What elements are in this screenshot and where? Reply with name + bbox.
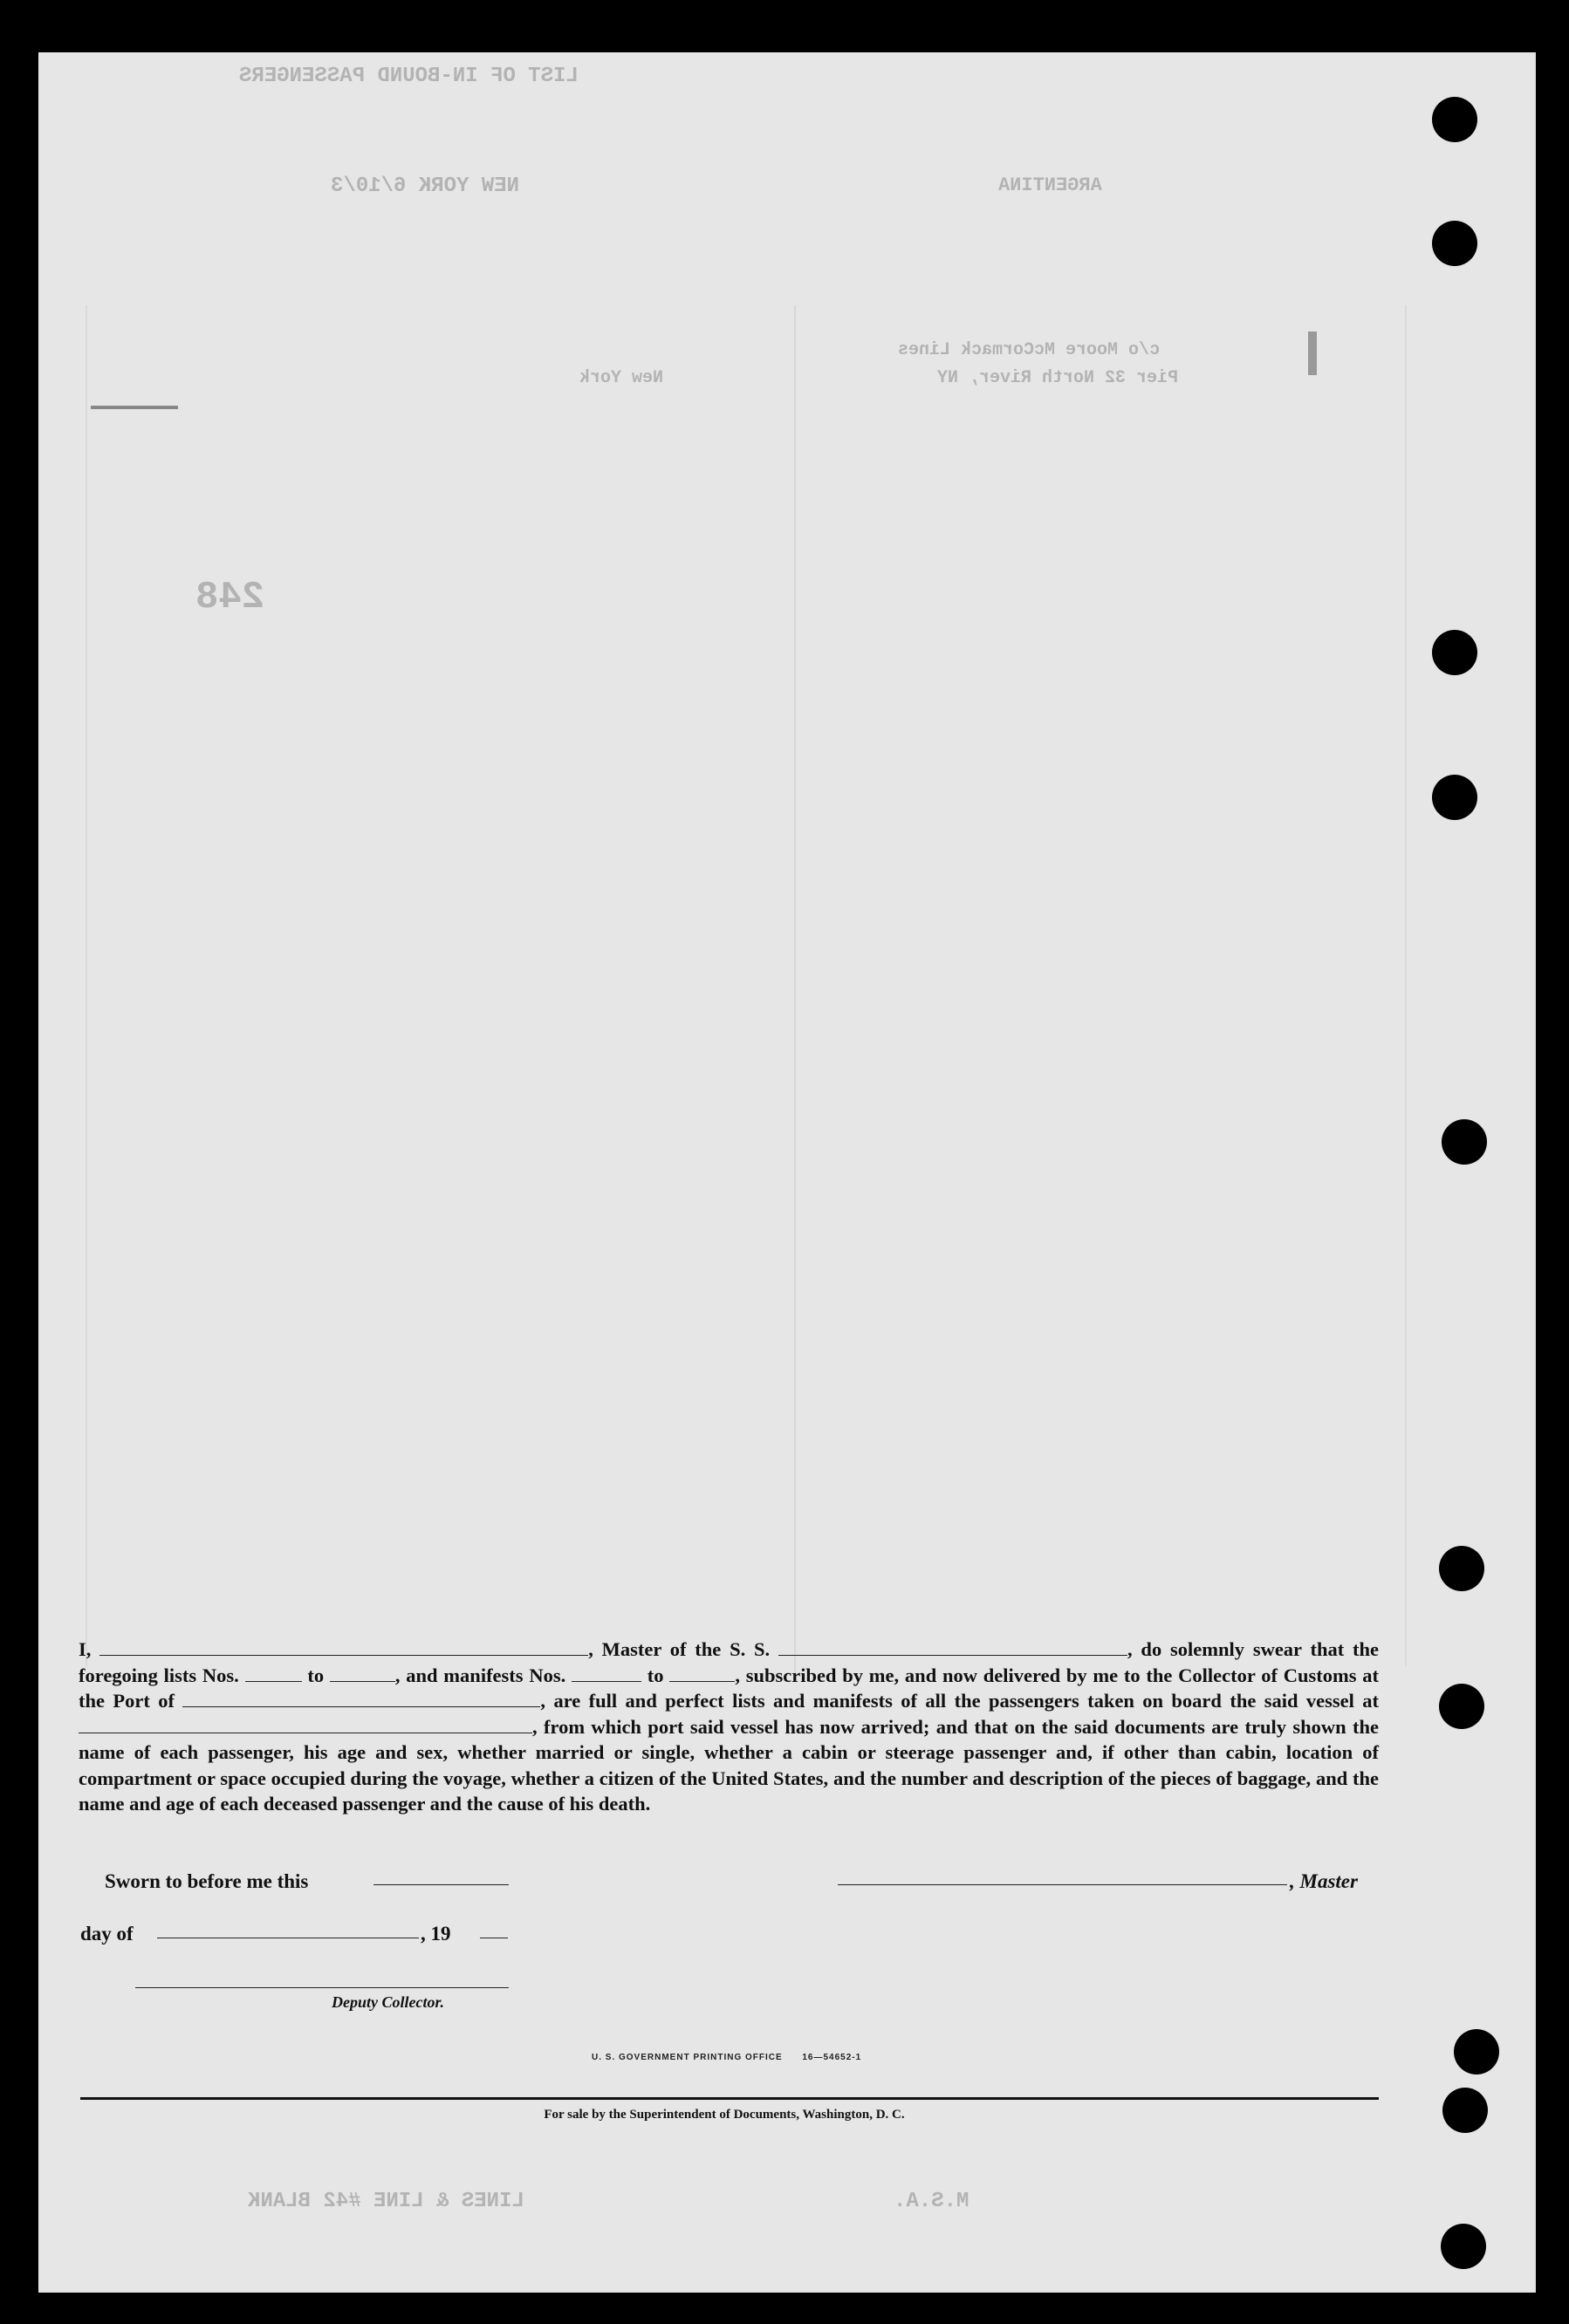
scan-speck <box>91 406 178 409</box>
deputy-collector-label: Deputy Collector. <box>332 1993 444 2011</box>
departure-port-blank[interactable] <box>79 1717 532 1733</box>
vessel-name-blank[interactable] <box>778 1639 1127 1656</box>
year-label: , 19 <box>421 1923 451 1945</box>
master-name-blank[interactable] <box>99 1639 588 1656</box>
punch-hole <box>1439 1546 1484 1591</box>
sworn-date-blank[interactable] <box>373 1884 509 1885</box>
master-oath-paragraph <box>79 1637 1379 1817</box>
lists-from-blank[interactable] <box>245 1665 302 1682</box>
bleed-header-1: LIST OF IN-BOUND PASSENGERS <box>239 65 579 88</box>
manifest-page-back <box>38 52 1536 2293</box>
punch-hole <box>1441 2224 1486 2269</box>
punch-hole <box>1442 1119 1487 1165</box>
master-signature-blank[interactable] <box>838 1884 1287 1885</box>
punch-hole <box>1454 2029 1499 2075</box>
footer-rule <box>80 2097 1379 2100</box>
master-label: , Master <box>1290 1870 1358 1892</box>
table-frame-ghost <box>86 305 1407 1666</box>
oath-text-9: , from which port said vessel has now arrived; and that on the said documents are truly shown the name of each passenger, his age and sex, whether married or single, whether a cabin or steerage passenger and, if other than cabin, location of compartment or space occupied during the voyage, whether a citizen of the United States, and the number and description of the pieces of baggage, and the name and age of each deceased passenger and the cause of his death. <box>79 1715 1379 1815</box>
bleed-header-3: ARGENTINA <box>998 174 1102 196</box>
oath-text-4: to <box>307 1664 325 1686</box>
punch-hole <box>1432 775 1477 820</box>
footer-sale-note: For sale by the Superintendent of Documents, Washington, D. C. <box>544 2108 905 2122</box>
scan-speck <box>1308 332 1317 375</box>
oath-text-3: , do solemnly swear that the foregoing lists Nos. <box>79 1638 1379 1686</box>
bleed-number: 248 <box>195 576 265 619</box>
oath-text-6: to <box>647 1664 664 1686</box>
bleed-row-1: New York <box>579 368 664 388</box>
day-of-label: day of <box>80 1923 134 1945</box>
bleed-row-3: c/o Moore McCormack Lines <box>898 340 1161 360</box>
punch-hole <box>1432 630 1477 675</box>
oath-text-8: , are full and perfect lists and manifests of all the passengers taken on board the said vessel at <box>540 1690 1380 1712</box>
lists-to-blank[interactable] <box>330 1665 395 1682</box>
punch-hole <box>1432 221 1477 266</box>
bleed-row-2: Pier 32 North River, NY <box>937 368 1179 388</box>
punch-hole <box>1439 1684 1484 1729</box>
bleed-bottom-1: LINES & LINE #42 BLANK <box>248 2190 524 2213</box>
punch-hole <box>1432 97 1477 142</box>
deputy-signature-blank[interactable] <box>135 1987 509 1988</box>
manifests-to-blank[interactable] <box>669 1665 735 1682</box>
column-divider <box>794 305 796 1675</box>
bleed-bottom-2: M.S.A. <box>894 2190 969 2213</box>
oath-text-2: , Master of the S. S. <box>588 1638 771 1660</box>
port-blank[interactable] <box>182 1691 540 1707</box>
oath-text-7: , subscribed by me, and now delivered by me to the Collector of Customs at the Port of <box>79 1664 1380 1712</box>
bleed-header-2: NEW YORK 6/10/3 <box>331 174 520 198</box>
oath-text-1: I, <box>79 1638 92 1660</box>
oath-text-5: , and manifests Nos. <box>394 1664 566 1686</box>
manifests-from-blank[interactable] <box>572 1665 641 1682</box>
printing-office-imprint: U. S. GOVERNMENT PRINTING OFFICE 16—54652-1 <box>592 2053 862 2062</box>
sworn-label: Sworn to before me this <box>105 1870 309 1892</box>
punch-hole <box>1442 2088 1488 2133</box>
